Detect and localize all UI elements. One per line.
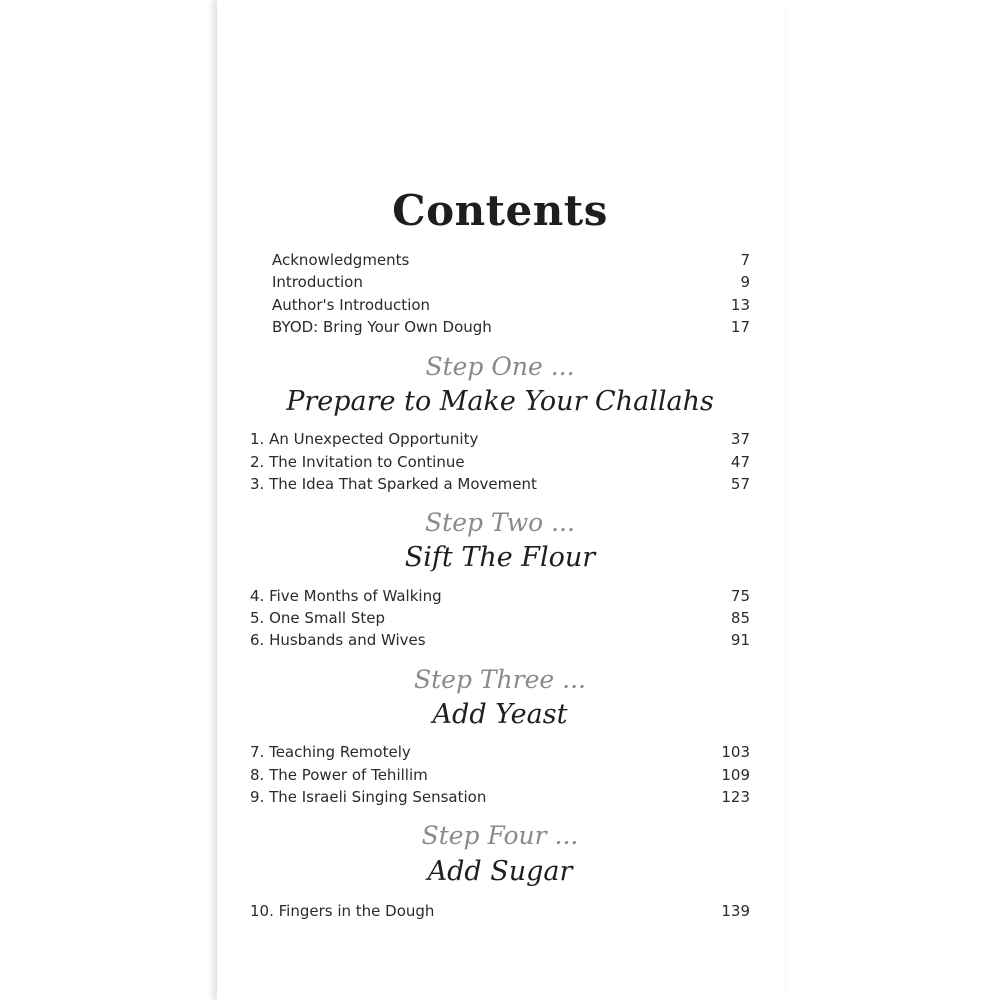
toc-entry-chapter	[250, 741, 750, 763]
toc-entry-page: 47	[730, 453, 750, 471]
toc-entry-byod	[272, 316, 750, 338]
toc-entry-chapter	[250, 451, 750, 473]
toc-entry-page: 103	[721, 743, 750, 761]
toc-entry-label: 3. The Idea That Sparked a Movement	[250, 475, 537, 493]
toc-entry-page: 17	[730, 318, 750, 336]
toc-entry-chapter	[250, 473, 750, 495]
toc-entry-page: 9	[740, 273, 750, 291]
part-heading: Add Yeast	[432, 699, 568, 730]
toc-entry-page: 75	[730, 587, 750, 605]
toc-entry-label: 1. An Unexpected Opportunity	[250, 430, 479, 448]
toc-entry-page: 91	[730, 631, 750, 649]
toc-entry-label: 10. Fingers in the Dough	[250, 902, 435, 920]
step-heading: Step One ...	[425, 352, 575, 381]
part-heading: Sift The Flour	[404, 542, 596, 573]
toc-entry-label: Introduction	[272, 273, 363, 291]
toc-entry-label: BYOD: Bring Your Own Dough	[272, 318, 492, 336]
toc-entry-label: Author's Introduction	[272, 296, 431, 314]
toc-entry-label: 8. The Power of Tehillim	[250, 766, 428, 784]
toc-entry-label: 9. The Israeli Singing Sensation	[250, 788, 487, 806]
toc-entry-label: 4. Five Months of Walking	[250, 587, 442, 605]
step-heading: Step Two ...	[425, 508, 575, 537]
book-page	[217, 0, 784, 1000]
toc-entry-acknowledgments	[272, 249, 750, 271]
toc-entry-chapter	[250, 607, 750, 629]
toc-entry-chapter	[250, 629, 750, 651]
toc-entry-introduction	[272, 271, 750, 293]
toc-entry-label: 5. One Small Step	[250, 609, 385, 627]
toc-entry-page: 123	[721, 788, 750, 806]
part-heading: Prepare to Make Your Challahs	[286, 386, 714, 417]
toc-entry-authors-introduction	[272, 294, 750, 316]
toc-entry-page: 139	[721, 902, 750, 920]
step-heading: Step Three ...	[413, 665, 587, 694]
toc-entry-page: 13	[730, 296, 750, 314]
toc-entry-label: Acknowledgments	[272, 251, 410, 269]
page-edge	[210, 0, 217, 1000]
page-title: Contents	[392, 186, 608, 235]
toc-entry-page: 7	[740, 251, 750, 269]
toc-entry-page: 85	[730, 609, 750, 627]
toc-entry-label: 2. The Invitation to Continue	[250, 453, 465, 471]
toc-entry-chapter	[250, 900, 750, 922]
toc-entry-chapter	[250, 786, 750, 808]
toc-entry-chapter	[250, 764, 750, 786]
toc-entry-chapter	[250, 428, 750, 450]
toc-entry-page: 109	[721, 766, 750, 784]
toc-entry-label: 6. Husbands and Wives	[250, 631, 426, 649]
toc-entry-page: 57	[730, 475, 750, 493]
part-heading: Add Sugar	[427, 856, 573, 887]
toc-entry-page: 37	[730, 430, 750, 448]
step-heading: Step Four ...	[421, 821, 579, 850]
toc-entry-chapter	[250, 585, 750, 607]
toc-entry-label: 7. Teaching Remotely	[250, 743, 411, 761]
